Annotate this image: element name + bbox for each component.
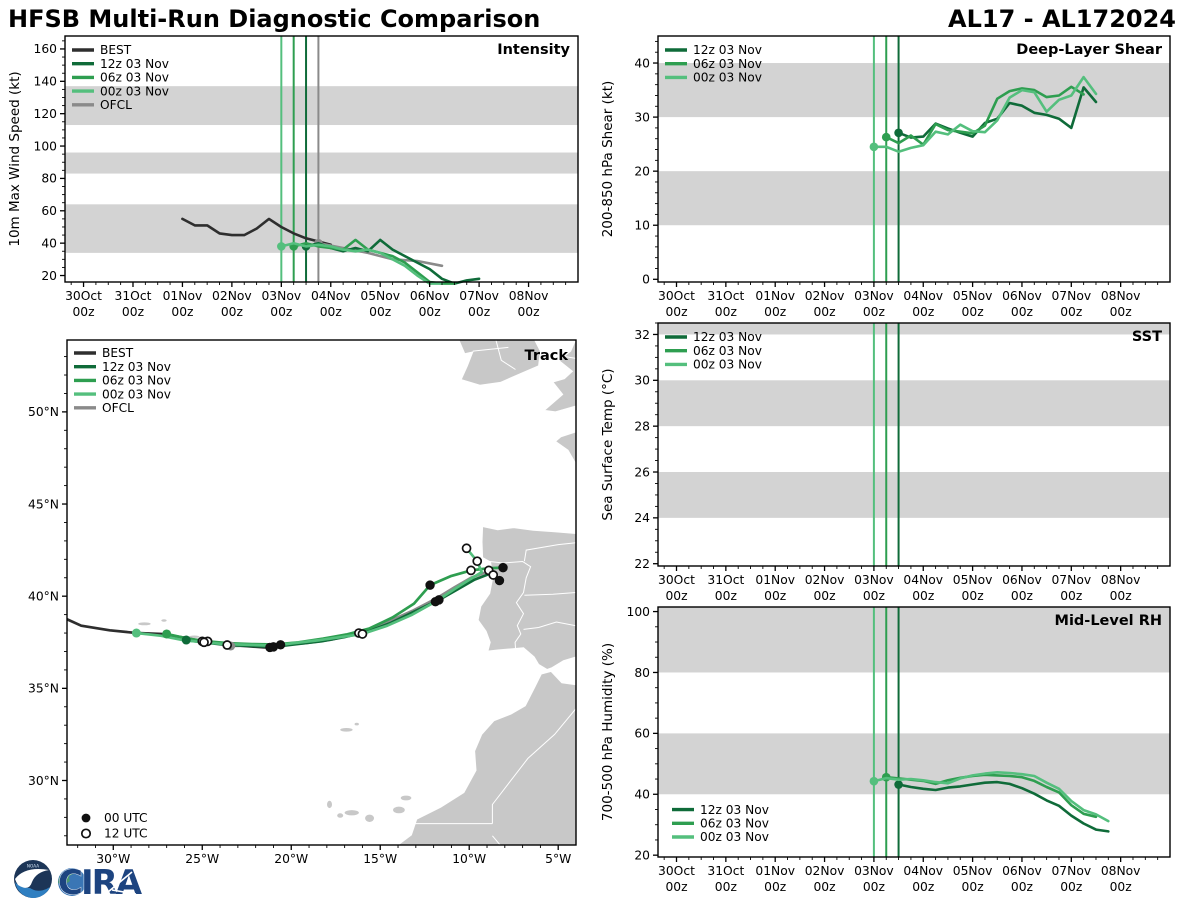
svg-text:25°W: 25°W bbox=[185, 852, 220, 866]
svg-text:06Nov: 06Nov bbox=[1002, 864, 1042, 878]
shear-panel-group bbox=[600, 36, 1170, 319]
svg-text:06z 03 Nov: 06z 03 Nov bbox=[100, 70, 169, 85]
svg-text:00z 03 Nov: 00z 03 Nov bbox=[102, 387, 171, 402]
svg-text:140: 140 bbox=[33, 74, 57, 89]
svg-text:00z: 00z bbox=[862, 589, 885, 603]
intensity-x-axis-ticks bbox=[65, 282, 566, 319]
intensity-category-bands bbox=[65, 86, 578, 253]
rh-x-axis-ticks bbox=[658, 857, 1158, 894]
svg-text:02Nov: 02Nov bbox=[804, 573, 845, 587]
svg-text:80: 80 bbox=[41, 171, 57, 186]
svg-text:00z: 00z bbox=[1010, 589, 1034, 603]
svg-text:00z: 00z bbox=[1010, 880, 1034, 894]
intensity-panel-group bbox=[7, 36, 578, 319]
svg-text:20: 20 bbox=[41, 268, 57, 283]
cira-text: CIRA bbox=[58, 863, 141, 900]
svg-text:30°W: 30°W bbox=[96, 852, 131, 866]
svg-text:30: 30 bbox=[634, 373, 650, 388]
svg-text:07Nov: 07Nov bbox=[1051, 864, 1092, 878]
noaa-text: NOAA bbox=[26, 863, 40, 869]
svg-text:00z: 00z bbox=[418, 305, 441, 319]
svg-text:06Nov: 06Nov bbox=[1002, 289, 1042, 303]
svg-text:20°W: 20°W bbox=[274, 852, 309, 866]
sst-legend bbox=[665, 330, 762, 371]
svg-text:03Nov: 03Nov bbox=[261, 289, 302, 303]
svg-text:01Nov: 01Nov bbox=[755, 289, 796, 303]
svg-text:40°N: 40°N bbox=[28, 589, 59, 604]
svg-text:00z: 00z bbox=[665, 305, 688, 319]
noaa-logo bbox=[14, 860, 52, 898]
svg-text:05Nov: 05Nov bbox=[360, 289, 401, 303]
sst-x-axis-ticks bbox=[658, 566, 1158, 603]
svg-text:60: 60 bbox=[41, 204, 57, 219]
svg-text:700-500 hPa Humidity (%): 700-500 hPa Humidity (%) bbox=[600, 642, 616, 822]
svg-text:30: 30 bbox=[634, 110, 650, 125]
svg-text:12z 03 Nov: 12z 03 Nov bbox=[693, 43, 762, 58]
svg-text:04Nov: 04Nov bbox=[310, 289, 351, 303]
svg-text:08Nov: 08Nov bbox=[1100, 289, 1141, 303]
svg-text:10°W: 10°W bbox=[452, 852, 487, 866]
rh-series-run00-init-marker bbox=[870, 777, 879, 786]
svg-text:00z: 00z bbox=[764, 305, 787, 319]
svg-text:00z 03 Nov: 00z 03 Nov bbox=[100, 84, 169, 99]
svg-text:80: 80 bbox=[634, 665, 650, 680]
shear-series-run00-init-marker bbox=[870, 143, 879, 152]
svg-text:08Nov: 08Nov bbox=[508, 289, 549, 303]
svg-text:06Nov: 06Nov bbox=[409, 289, 450, 303]
svg-text:12 UTC: 12 UTC bbox=[104, 826, 148, 841]
svg-text:02Nov: 02Nov bbox=[212, 289, 252, 303]
svg-text:Intensity: Intensity bbox=[497, 42, 570, 58]
svg-text:01Nov: 01Nov bbox=[162, 289, 203, 303]
svg-text:BEST: BEST bbox=[102, 346, 134, 361]
svg-text:31Oct: 31Oct bbox=[707, 573, 745, 587]
svg-text:30Oct: 30Oct bbox=[658, 573, 695, 587]
svg-text:120: 120 bbox=[33, 106, 57, 121]
svg-text:00z: 00z bbox=[1060, 880, 1083, 894]
svg-text:00z: 00z bbox=[912, 880, 935, 894]
svg-text:60: 60 bbox=[634, 726, 650, 741]
svg-text:06z 03 Nov: 06z 03 Nov bbox=[102, 373, 171, 388]
svg-text:100: 100 bbox=[33, 139, 57, 154]
svg-text:00z: 00z bbox=[121, 305, 145, 319]
svg-text:00z: 00z bbox=[764, 589, 787, 603]
svg-text:40: 40 bbox=[41, 236, 57, 251]
svg-text:22: 22 bbox=[634, 557, 650, 572]
svg-text:00z: 00z bbox=[862, 305, 885, 319]
svg-text:06Nov: 06Nov bbox=[1002, 573, 1042, 587]
sst-y-axis-ticks bbox=[634, 323, 658, 571]
svg-text:03Nov: 03Nov bbox=[854, 289, 894, 303]
svg-text:00z: 00z bbox=[171, 305, 194, 319]
svg-text:31Oct: 31Oct bbox=[707, 289, 745, 303]
svg-text:SST: SST bbox=[1131, 329, 1162, 345]
svg-text:12z 03 Nov: 12z 03 Nov bbox=[102, 359, 171, 374]
svg-text:35°N: 35°N bbox=[28, 681, 59, 696]
cira-logo bbox=[58, 863, 143, 900]
svg-text:00z: 00z bbox=[665, 589, 688, 603]
svg-text:08Nov: 08Nov bbox=[1100, 573, 1141, 587]
svg-text:00z 03 Nov: 00z 03 Nov bbox=[693, 70, 762, 85]
svg-text:30Oct: 30Oct bbox=[65, 289, 103, 303]
svg-text:32: 32 bbox=[634, 327, 650, 342]
svg-text:BEST: BEST bbox=[100, 43, 132, 58]
svg-text:00z: 00z bbox=[813, 880, 836, 894]
shear-x-axis-ticks bbox=[658, 282, 1158, 319]
svg-text:00z: 00z bbox=[764, 880, 787, 894]
svg-text:07Nov: 07Nov bbox=[459, 289, 499, 303]
svg-text:00z: 00z bbox=[369, 305, 392, 319]
svg-text:100: 100 bbox=[626, 604, 650, 619]
svg-text:5°W: 5°W bbox=[545, 852, 572, 866]
svg-text:20: 20 bbox=[634, 848, 650, 863]
svg-text:03Nov: 03Nov bbox=[854, 573, 894, 587]
agency-logos bbox=[12, 858, 182, 900]
svg-text:30°N: 30°N bbox=[28, 773, 59, 788]
rh-panel-group bbox=[600, 605, 1170, 894]
svg-text:00z: 00z bbox=[1010, 305, 1034, 319]
svg-text:40: 40 bbox=[634, 787, 650, 802]
svg-text:20: 20 bbox=[634, 164, 650, 179]
shear-series-run12-init-marker bbox=[894, 128, 903, 137]
svg-text:Sea Surface Temp (°C): Sea Surface Temp (°C) bbox=[600, 368, 616, 521]
shear-series-run06-init-marker bbox=[882, 133, 891, 142]
svg-text:00z: 00z bbox=[961, 589, 984, 603]
svg-text:00z: 00z bbox=[72, 305, 95, 319]
svg-text:00z: 00z bbox=[961, 305, 984, 319]
svg-text:10m Max Wind Speed (kt): 10m Max Wind Speed (kt) bbox=[7, 71, 23, 247]
svg-text:04Nov: 04Nov bbox=[903, 864, 944, 878]
svg-text:00z: 00z bbox=[813, 305, 836, 319]
intensity-y-axis-ticks bbox=[34, 41, 65, 283]
svg-text:26: 26 bbox=[634, 465, 650, 480]
svg-text:Track: Track bbox=[524, 348, 568, 364]
svg-text:24: 24 bbox=[634, 511, 650, 526]
svg-text:45°N: 45°N bbox=[28, 497, 59, 512]
svg-text:04Nov: 04Nov bbox=[903, 573, 944, 587]
svg-text:07Nov: 07Nov bbox=[1051, 289, 1092, 303]
svg-text:12z 03 Nov: 12z 03 Nov bbox=[100, 56, 169, 71]
svg-text:00z: 00z bbox=[714, 305, 737, 319]
rh-legend bbox=[672, 803, 769, 844]
svg-text:00 UTC: 00 UTC bbox=[104, 811, 148, 826]
figure-title: HFSB Multi-Run Diagnostic Comparison bbox=[8, 5, 541, 33]
svg-text:00z: 00z bbox=[1109, 305, 1132, 319]
svg-text:28: 28 bbox=[634, 419, 650, 434]
svg-text:00z: 00z bbox=[220, 305, 243, 319]
svg-text:00z: 00z bbox=[912, 589, 935, 603]
svg-text:30Oct: 30Oct bbox=[658, 864, 695, 878]
svg-text:01Nov: 01Nov bbox=[755, 573, 796, 587]
rh-series-run12-init-marker bbox=[894, 780, 903, 789]
svg-text:00z: 00z bbox=[319, 305, 342, 319]
land-iberia bbox=[478, 527, 576, 670]
svg-text:31Oct: 31Oct bbox=[707, 864, 745, 878]
svg-text:00z: 00z bbox=[1060, 589, 1083, 603]
svg-text:07Nov: 07Nov bbox=[1051, 573, 1092, 587]
svg-text:06z 03 Nov: 06z 03 Nov bbox=[693, 343, 762, 358]
rh-y-axis-ticks bbox=[627, 605, 658, 863]
svg-text:00z 03 Nov: 00z 03 Nov bbox=[693, 357, 762, 372]
svg-text:03Nov: 03Nov bbox=[854, 864, 894, 878]
svg-text:00z: 00z bbox=[1060, 305, 1083, 319]
svg-text:00z: 00z bbox=[665, 880, 688, 894]
svg-text:200-850 hPa Shear (kt): 200-850 hPa Shear (kt) bbox=[600, 80, 616, 238]
svg-text:0: 0 bbox=[642, 272, 650, 287]
svg-text:08Nov: 08Nov bbox=[1100, 864, 1141, 878]
svg-text:00z: 00z bbox=[517, 305, 540, 319]
svg-text:02Nov: 02Nov bbox=[804, 864, 845, 878]
svg-text:00z: 00z bbox=[862, 880, 885, 894]
svg-text:OFCL: OFCL bbox=[102, 401, 134, 415]
svg-text:31Oct: 31Oct bbox=[114, 289, 152, 303]
svg-text:05Nov: 05Nov bbox=[952, 289, 993, 303]
svg-text:40: 40 bbox=[634, 56, 650, 71]
svg-text:50°N: 50°N bbox=[28, 405, 59, 420]
svg-text:01Nov: 01Nov bbox=[755, 864, 796, 878]
svg-text:04Nov: 04Nov bbox=[903, 289, 944, 303]
svg-text:10: 10 bbox=[634, 218, 650, 233]
svg-text:00z: 00z bbox=[468, 305, 491, 319]
svg-text:00z: 00z bbox=[270, 305, 293, 319]
storm-id-title: AL17 - AL172024 bbox=[948, 5, 1176, 33]
svg-text:05Nov: 05Nov bbox=[952, 573, 993, 587]
intensity-series-run00-init-marker bbox=[277, 242, 286, 251]
svg-text:Mid-Level RH: Mid-Level RH bbox=[1054, 613, 1162, 629]
shear-y-axis-ticks bbox=[634, 41, 658, 286]
svg-text:00z: 00z bbox=[1109, 880, 1132, 894]
svg-text:00z: 00z bbox=[714, 880, 737, 894]
svg-text:Deep-Layer Shear: Deep-Layer Shear bbox=[1016, 42, 1162, 58]
svg-text:02Nov: 02Nov bbox=[804, 289, 845, 303]
svg-text:15°W: 15°W bbox=[363, 852, 398, 866]
svg-text:30Oct: 30Oct bbox=[658, 289, 695, 303]
svg-text:OFCL: OFCL bbox=[100, 98, 132, 112]
svg-text:00z: 00z bbox=[961, 880, 984, 894]
svg-text:160: 160 bbox=[33, 42, 57, 57]
svg-text:00z: 00z bbox=[912, 305, 935, 319]
svg-text:05Nov: 05Nov bbox=[952, 864, 993, 878]
svg-text:12z 03 Nov: 12z 03 Nov bbox=[693, 330, 762, 345]
shear-legend bbox=[665, 43, 762, 84]
sst-panel-group bbox=[600, 323, 1170, 603]
svg-text:00z 03 Nov: 00z 03 Nov bbox=[700, 830, 769, 845]
svg-text:06z 03 Nov: 06z 03 Nov bbox=[700, 816, 769, 831]
svg-text:12z 03 Nov: 12z 03 Nov bbox=[700, 802, 769, 817]
svg-text:00z: 00z bbox=[1109, 589, 1132, 603]
track-map-group bbox=[28, 339, 576, 866]
svg-text:00z: 00z bbox=[813, 589, 836, 603]
svg-text:00z: 00z bbox=[714, 589, 737, 603]
svg-text:06z 03 Nov: 06z 03 Nov bbox=[693, 56, 762, 71]
